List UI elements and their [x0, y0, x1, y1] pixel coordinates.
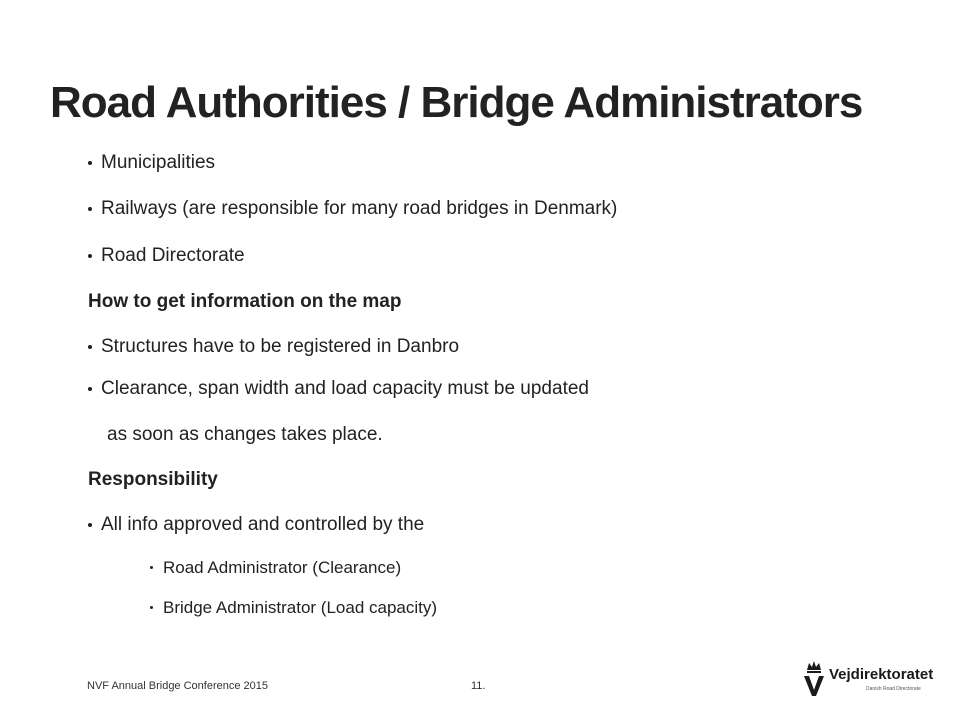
crown-v-emblem-icon — [802, 660, 826, 698]
bullet-item-railways — [101, 198, 617, 220]
logo-name: Vejdirektoratet — [829, 666, 934, 683]
sub-bullet-icon — [150, 566, 153, 569]
bullet-text: All info approved and controlled by the — [101, 514, 425, 535]
bullet-text: Road Directorate — [101, 245, 245, 266]
bullet-item-road-directorate — [101, 245, 245, 267]
slide-title: Road Authorities / Bridge Administrators — [50, 78, 863, 127]
bullet-text: Clearance, span width and load capacity must be updated — [101, 378, 589, 399]
vejdirektoratet-logo — [802, 660, 932, 700]
sub-bullet-text: Road Administrator (Clearance) — [163, 558, 402, 577]
logo-subtitle: Danish Road Directorate — [866, 686, 921, 692]
bullet-text: Railways (are responsible for many road bridges in Denmark) — [101, 198, 618, 219]
sub-bullet-road-administrator — [163, 558, 401, 578]
bullet-item-clearance-update — [101, 378, 589, 400]
bullet-icon — [88, 523, 92, 527]
bullet-item-municipalities — [101, 152, 215, 174]
bullet-continuation: as soon as changes takes place. — [107, 424, 383, 445]
footer-page-number: 11. — [471, 680, 486, 692]
bullet-icon — [88, 207, 92, 211]
bullet-icon — [88, 254, 92, 258]
bullet-item-approved — [101, 514, 424, 536]
bullet-icon — [88, 345, 92, 349]
footer-conference: NVF Annual Bridge Conference 2015 — [87, 680, 269, 692]
section-heading-map-info: How to get information on the map — [88, 291, 402, 312]
bullet-item-danbro — [101, 336, 459, 358]
bullet-icon — [88, 387, 92, 391]
bullet-icon — [88, 161, 92, 165]
sub-bullet-bridge-administrator — [163, 598, 437, 618]
bullet-text: Municipalities — [101, 152, 216, 173]
sub-bullet-text: Bridge Administrator (Load capacity) — [163, 598, 438, 617]
sub-bullet-icon — [150, 606, 153, 609]
section-heading-responsibility: Responsibility — [88, 469, 218, 490]
bullet-text: Structures have to be registered in Danbro — [101, 336, 460, 357]
